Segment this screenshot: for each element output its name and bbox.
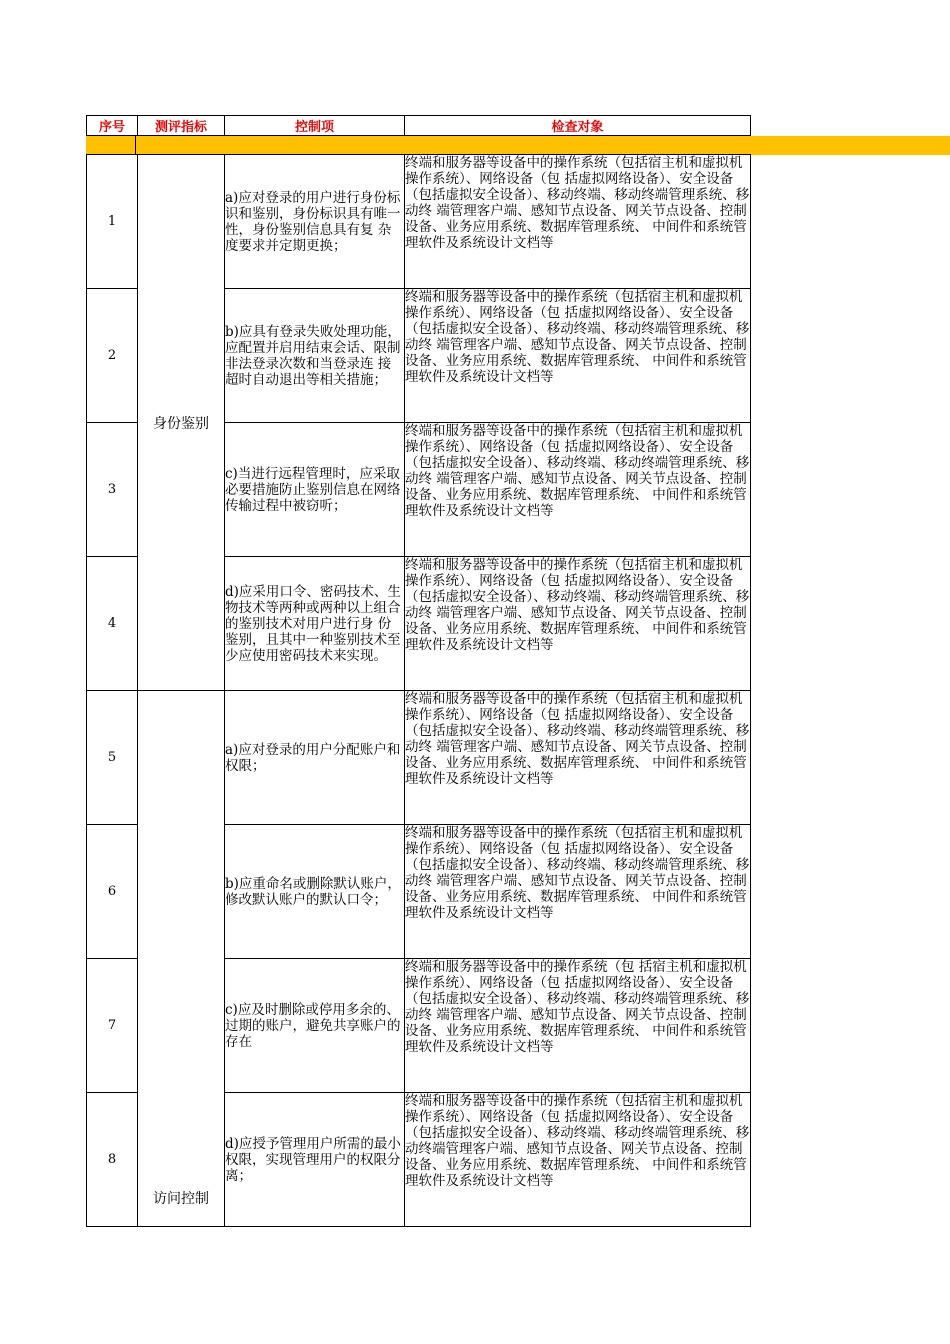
row-control: c)当进行远程管理时，应采取必要措施防止鉴别信息在网络传输过程中被窃听； <box>225 423 405 557</box>
row-seq: 4 <box>87 557 138 691</box>
row-object: 终端和服务器等设备中的操作系统（包括宿主机和虚拟机操作系统）、网络设备（包 括虚拟网络设备）、安全设备（包括虚拟安全设备）、移动终端、移动终端管理系统、移动终 端管理客户端、感知节点设备、网关节点设备、控制设备、业务应用系统、数据库管理系统、 中间件和系统管理软件及系统设计文档等 <box>405 691 751 825</box>
row-control: b)应重命名或删除默认账户，修改默认账户的默认口令； <box>225 825 405 959</box>
row-object: 终端和服务器等设备中的操作系统（包括宿主机和虚拟机操作系统）、网络设备（包 括虚拟网络设备）、安全设备（包括虚拟安全设备）、移动终端、移动终端管理系统、移动终 端管理客户端、感知节点设备、网关节点设备、控制设备、业务应用系统、数据库管理系统、 中间件和系统管理软件及系统设计文档等 <box>405 557 751 691</box>
row-control: c)应及时删除或停用多余的、过期的账户，避免共享账户的存在 <box>225 959 405 1093</box>
table-row <box>87 155 751 289</box>
row-seq: 6 <box>87 825 138 959</box>
evaluation-table <box>86 115 751 1227</box>
row-seq: 2 <box>87 289 138 423</box>
header-control: 控制项 <box>225 116 405 136</box>
row-seq: 8 <box>87 1093 138 1227</box>
row-object: 终端和服务器等设备中的操作系统（包 括宿主机和虚拟机操作系统）、网络设备（包 括虚拟网络设备）、安全设备（包括虚拟安全设备）、移动终端、移动终端管理系统、移动终 端管理客户端、感知节点设备、网关节点设备、控制设备、业务应用系统、数据库管理系统、 中间件和系统管理软件及系统设计文档等 <box>405 959 751 1093</box>
header-row <box>87 116 751 136</box>
row-control: a)应对登录的用户分配账户和权限； <box>225 691 405 825</box>
row-object: 终端和服务器等设备中的操作系统（包括宿主机和虚拟机操作系统）、网络设备（包 括虚拟网络设备）、安全设备（包括虚拟安全设备）、移动终端、移动终端管理系统、移动终 端管理客户端、感知节点设备、网关节点设备、控制设备、业务应用系统、数据库管理系统、 中间件和系统管理软件及系统设计文档等 <box>405 423 751 557</box>
row-seq: 7 <box>87 959 138 1093</box>
row-control: d)应采用口令、密码技术、生物技术等两种或两种以上组合的鉴别技术对用户进行身 份鉴别，且其中一种鉴别技术至少应使用密码技术来实现。 <box>225 557 405 691</box>
row-seq: 5 <box>87 691 138 825</box>
header-indicator: 测评指标 <box>138 116 225 136</box>
row-control: d)应授予管理用户所需的最小权限，实现管理用户的权限分离； <box>225 1093 405 1227</box>
row-seq: 1 <box>87 155 138 289</box>
section-band-row <box>87 136 751 155</box>
indicator-access: 访问控制 <box>138 691 225 1227</box>
row-seq: 3 <box>87 423 138 557</box>
row-control: a)应对登录的用户进行身份标识和鉴别，身份标识具有唯一性，身份鉴别信息具有复 杂度要求并定期更换； <box>225 155 405 289</box>
row-object: 终端和服务器等设备中的操作系统（包括宿主机和虚拟机操作系统）、网络设备（包 括虚拟网络设备）、安全设备（包括虚拟安全设备）、移动终端、移动终端管理系统、移动终端管理客户端、感知节点设备、网关节点设备、控制设备、业务应用系统、数据库管理系统、 中间件和系统管理软件及系统设计文档等 <box>405 1093 751 1227</box>
row-object: 终端和服务器等设备中的操作系统（包括宿主机和虚拟机操作系统）、网络设备（包 括虚拟网络设备）、安全设备（包括虚拟安全设备）、移动终端、移动终端管理系统、移动终 端管理客户端、感知节点设备、网关节点设备、控制设备、业务应用系统、数据库管理系统、 中间件和系统管理软件及系统设计文档等 <box>405 155 751 289</box>
row-object: 终端和服务器等设备中的操作系统（包括宿主机和虚拟机操作系统）、网络设备（包 括虚拟网络设备）、安全设备（包括虚拟安全设备）、移动终端、移动终端管理系统、移动终 端管理客户端、感知节点设备、网关节点设备、控制设备、业务应用系统、数据库管理系统、 中间件和系统管理软件及系统设计文档等 <box>405 289 751 423</box>
table-row <box>87 691 751 825</box>
indicator-identity: 身份鉴别 <box>138 155 225 691</box>
header-seq: 序号 <box>87 116 138 136</box>
row-object: 终端和服务器等设备中的操作系统（包括宿主机和虚拟机操作系统）、网络设备（包 括虚拟网络设备）、安全设备（包括虚拟安全设备）、移动终端、移动终端管理系统、移动终 端管理客户端、感知节点设备、网关节点设备、控制设备、业务应用系统、数据库管理系统、 中间件和系统管理软件及系统设计文档等 <box>405 825 751 959</box>
row-control: b)应具有登录失败处理功能，应配置并启用结束会话、限制非法登录次数和当登录连 接超时自动退出等相关措施； <box>225 289 405 423</box>
header-object: 检查对象 <box>405 116 751 136</box>
